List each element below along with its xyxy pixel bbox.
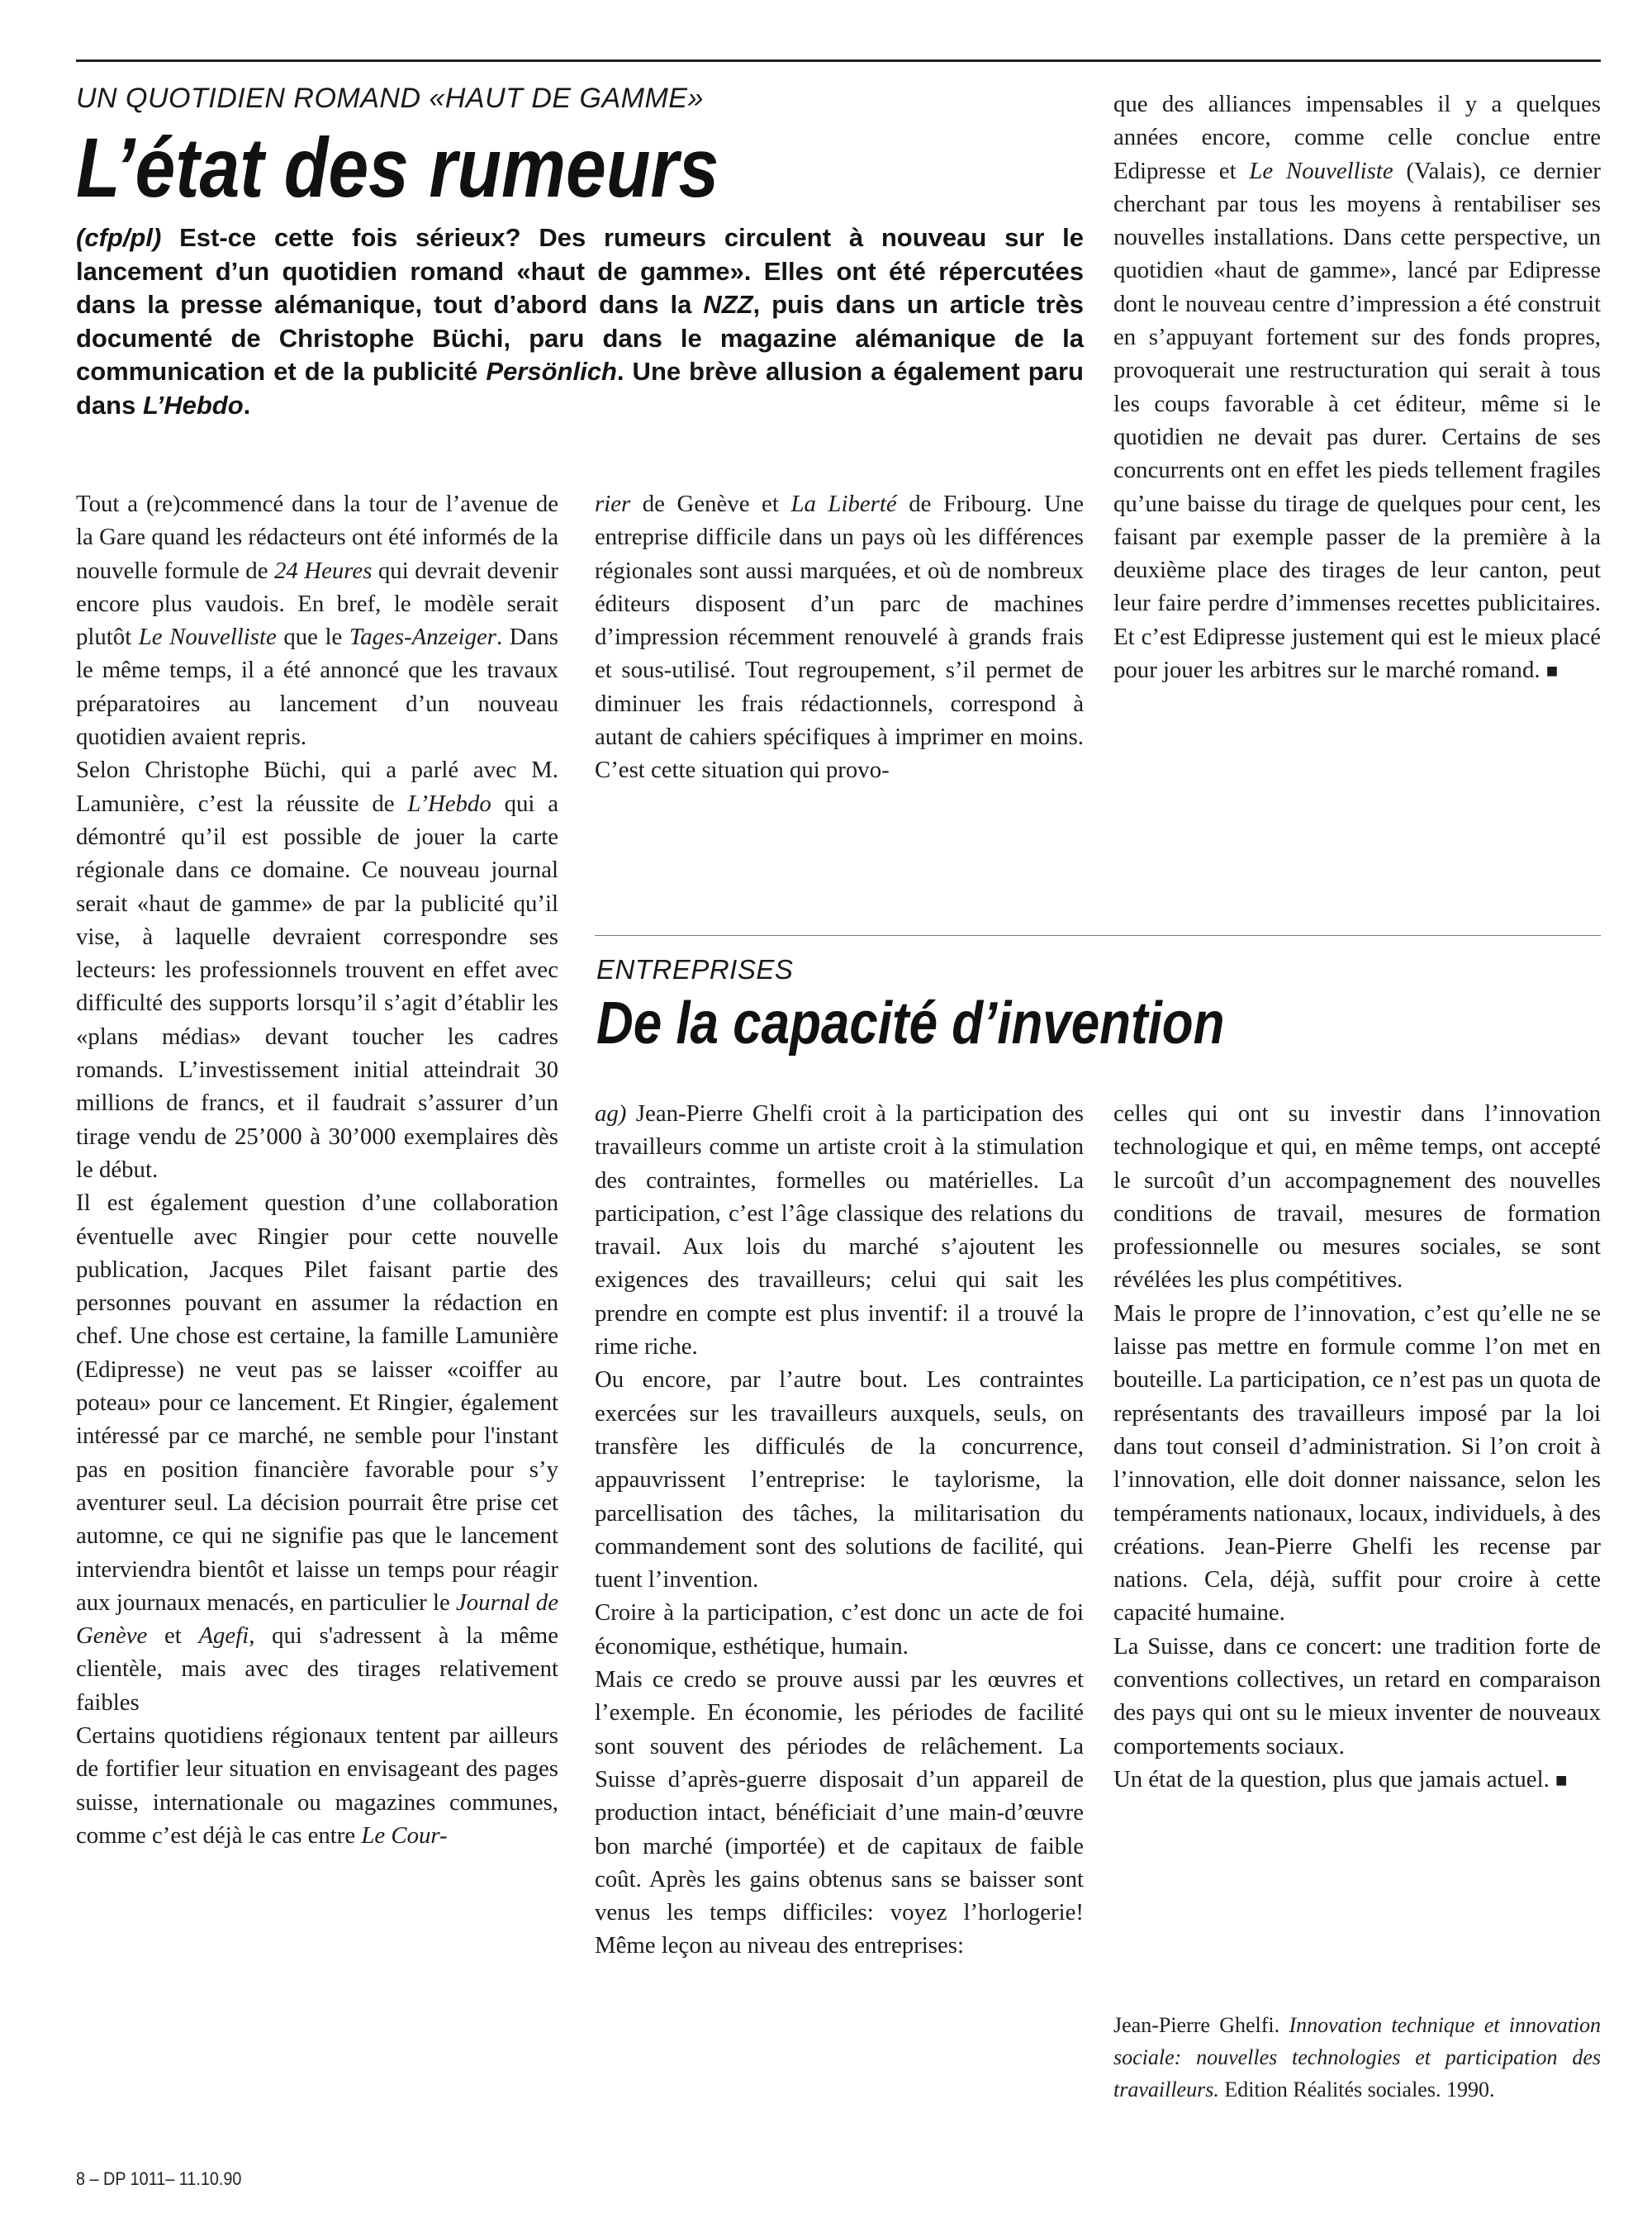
section-divider-rule bbox=[595, 935, 1601, 936]
text-run: et bbox=[147, 1622, 199, 1650]
paragraph bbox=[1113, 1297, 1601, 1630]
text-run: Mais ce credo se prouve aussi par les œuvres et l’exemple. En économie, les périodes de facilité sont souvent des périodes de relâchement. La Suisse d’après-guerre disposait d’un appareil de production intact, bénéficiait d’une main-d’œuvre bon marché (importée) et de capitaux de faible coût. Après les gains obtenus sans se baisser sont venus les temps difficiles: voyez l’horlogerie! Même leçon au niveau des entreprises: bbox=[595, 1666, 1084, 1959]
italic-run: Le Cour- bbox=[361, 1821, 448, 1849]
paragraph bbox=[76, 753, 558, 1186]
article2-column-1 bbox=[595, 1097, 1084, 1963]
text-run: , qui s'adressent à la même clientèle, mais avec des tirages relativement faibles bbox=[76, 1622, 558, 1716]
text-run: qui a démontré qu’il est possible de jouer la carte régionale dans ce domaine. Ce nouveau journal serait «haut de gamme» de par la publicité qu’il vise, à laquelle devraient correspondre ses lecteurs: les professionnels trouvent en effet avec difficulté des supports lorsqu’il s’agit d’établir les «plans médias» devant toucher les cadres romands. L’investissement initial atteindrait 30 millions de francs, et il faudrait s’assurer d’un tirage vendu de 25’000 à 30’000 exemplaires dès le début. bbox=[76, 790, 558, 1183]
article2-title: De la capacité d’invention bbox=[596, 990, 1225, 1057]
article2-column-2 bbox=[1113, 1097, 1601, 1797]
text-run: de Fribourg. Une entreprise difficile dans un pays où les différences régionales sont aussi marquées, et où de nombreux éditeurs disposent d’un parc de machines d’impression récemment renouvelé à grands frais et sous-utilisé. Tout regroupement, s’il permet de diminuer les frais rédactionnels, correspond à autant de cahiers spécifiques à imprimer en moins. C’est cette situation qui provo- bbox=[595, 491, 1084, 784]
page-folio: 8 – DP 1011– 11.10.90 bbox=[76, 2168, 242, 2189]
text-run: Croire à la participation, c’est donc un acte de foi économique, esthétique, humain. bbox=[595, 1599, 1084, 1660]
text-run: Jean-Pierre Ghelfi croit à la participation des travailleurs comme un artiste croit à la stimulation des contraintes, formelles ou matérielles. La participation, c’est l’âge classique des relations du travail. Aux lois du marché s’ajoutent les exigences des travailleurs; celui qui sait les prendre en compte est plus inventif: il a trouvé la rime riche. bbox=[595, 1100, 1084, 1361]
paragraph bbox=[595, 487, 1084, 787]
article1-column-3 bbox=[1113, 88, 1601, 688]
article2-kicker: ENTREPRISES bbox=[596, 954, 794, 985]
text-run: Selon Christophe Büchi, qui a parlé avec M. Lamunière, c’est la réussite de bbox=[76, 757, 558, 817]
italic-run: Le Nouvelliste bbox=[1249, 157, 1393, 184]
italic-run: ag) bbox=[595, 1100, 627, 1127]
italic-run: L’Hebdo bbox=[407, 790, 491, 817]
italic-run: Innovation technique et innovation sociale: nouvelles technologies et participation des travailleurs. bbox=[1113, 2013, 1602, 2101]
italic-run: L’Hebdo bbox=[142, 390, 244, 420]
book-reference bbox=[1113, 2009, 1601, 2106]
italic-run: Persönlich bbox=[486, 357, 617, 386]
paragraph bbox=[76, 487, 558, 753]
italic-run: Agefi bbox=[198, 1622, 249, 1650]
top-rule bbox=[76, 59, 1601, 62]
paragraph bbox=[595, 1596, 1084, 1663]
italic-run: NZZ bbox=[703, 290, 753, 319]
text-run: (Valais), ce dernier cherchant par tous les moyens à rentabiliser ses nouvelles installations. Dans cette perspective, un quotidien «haut de gamme», lancé par Edipresse dont le nouveau centre d’impression a été construit en s’appuyant fortement sur des fonds propres, provoquerait une restructuration qui serait à tous les coups favorable à cet éditeur, même si le quotidien ne devait pas durer. Certains de ses concurrents ont en effet les pieds tellement fragiles qu’une baisse du tirage de quelques pour cent, les faisant par exemple passer de la première à la deuxième place des tirages de leur canton, peut leur faire perdre d’immenses recettes publicitaires. Et c’est Edipresse justement qui est le mieux placé pour jouer les arbitres sur le marché romand. bbox=[1113, 157, 1601, 684]
italic-run: Tages-Anzeiger bbox=[349, 624, 497, 651]
end-of-article-mark: ■ bbox=[1555, 1769, 1568, 1792]
italic-run: rier bbox=[595, 491, 631, 517]
italic-run: (cfp/pl) bbox=[76, 223, 162, 252]
text-run: Est-ce cette fois sérieux? Des rumeurs circulent à nouveau sur le lancement d’un quotidien romand «haut de gamme». Elles ont été répercutées dans la presse alémanique, tout d’abord dans la bbox=[76, 223, 1084, 319]
italic-run: La Liberté bbox=[790, 491, 897, 517]
article1-title: L’état des rumeurs bbox=[76, 121, 719, 215]
text-run: Edition Réalités sociales. 1990. bbox=[1218, 2078, 1495, 2101]
paragraph bbox=[595, 1363, 1084, 1596]
italic-run: Journal de Genève bbox=[76, 1589, 558, 1650]
end-of-article-mark: ■ bbox=[1545, 661, 1559, 683]
text-run: Ou encore, par l’autre bout. Les contraintes exercées sur les travailleurs auxquels, seuls, on transfère les difficulés de la concurrence, appauvrissent l’entreprise: le taylorisme, la parcellisation des tâches, la militarisation du commandement sont des solutions de facilité, qui tuent l’invention. bbox=[595, 1366, 1084, 1593]
text-run: Tout a (re)commencé dans la tour de l’avenue de la Gare quand les rédacteurs ont été informés de la nouvelle formule de bbox=[76, 491, 558, 584]
paragraph bbox=[76, 1719, 558, 1852]
text-run: de Genève et bbox=[630, 491, 791, 517]
paragraph bbox=[595, 1663, 1084, 1963]
text-run: qui devrait devenir encore plus vaudois. En bref, le modèle serait plutôt bbox=[76, 557, 558, 651]
text-run: . Dans le même temps, il a été annoncé que les travaux préparatoires au lancement d’un nouveau quotidien avaient repris. bbox=[76, 624, 558, 751]
text-run: Un état de la question, plus que jamais actuel. bbox=[1113, 1765, 1555, 1793]
text-run: , puis dans un article très documenté de Christophe Büchi, paru dans le magazine alémanique de la communication et de la publicité bbox=[76, 290, 1084, 386]
text-run: que des alliances impensables il y a quelques années encore, comme celle conclue entre Edipresse et bbox=[1113, 91, 1601, 184]
paragraph bbox=[1113, 88, 1601, 688]
article1-column-1 bbox=[76, 487, 558, 1852]
article1-lead bbox=[76, 221, 1084, 422]
paragraph bbox=[76, 1186, 558, 1719]
text-run: que le bbox=[276, 624, 349, 651]
text-run: celles qui ont su investir dans l’innovation technologique et qui, en même temps, ont accepté le surcoût d’un accompagnement des nouvelles conditions de travail, mesures de formation professionnelle ou mesures sociales, se sont révélées les plus compétitives. bbox=[1113, 1100, 1601, 1294]
text-run: Il est également question d’une collaboration éventuelle avec Ringier pour cette nouvelle publication, Jacques Pilet faisant partie des personnes pouvant en assumer la rédaction en chef. Une chose est certaine, la famille Lamunière (Edipresse) ne veut pas se laisser «coiffer au poteau» pour ce lancement. Et Ringier, également intéressé par ce marché, ne semble pour l'instant pas en position financière favorable pour s’y aventurer seul. La décision pourrait être prise cet automne, ce qui ne signifie pas que le lancement interviendra bientôt et laisse un temps pour réagir aux journaux menacés, en particulier le bbox=[76, 1190, 558, 1616]
text-run: . bbox=[243, 390, 251, 420]
text-run: Certains quotidiens régionaux tentent par ailleurs de fortifier leur situation en envisageant des pages suisse, internationale ou magazines communes, comme c’est déjà le cas entre bbox=[76, 1721, 558, 1849]
text-run: Jean-Pierre Ghelfi. bbox=[1113, 2013, 1289, 2037]
text-run: . Une brève allusion a également paru dans bbox=[76, 357, 1084, 420]
text-run: La Suisse, dans ce concert: une tradition forte de conventions collectives, un retard en comparaison des pays qui ont su le mieux inventer de nouveaux comportements sociaux. bbox=[1113, 1632, 1601, 1759]
paragraph bbox=[1113, 1097, 1601, 1297]
article1-kicker: UN QUOTIDIEN ROMAND «HAUT DE GAMME» bbox=[76, 83, 704, 114]
paragraph bbox=[595, 1097, 1084, 1363]
italic-run: Le Nouvelliste bbox=[138, 624, 277, 651]
paragraph bbox=[1113, 1630, 1601, 1763]
italic-run: 24 Heures bbox=[274, 557, 373, 584]
text-run: Mais le propre de l’innovation, c’est qu’elle ne se laisse pas mettre en formule comme l’on met en bouteille. La participation, ce n’est pas un quota de représentants des travailleurs imposé par la loi dans tout conseil d’administration. Si l’on croit à l’innovation, elle doit donner naissance, selon les tempéraments nationaux, locaux, individuels, à des créations. Jean-Pierre Ghelfi les recense par nations. Cela, déjà, suffit pour croire à cette capacité humaine. bbox=[1113, 1299, 1601, 1627]
paragraph bbox=[1113, 1763, 1601, 1797]
article1-column-2 bbox=[595, 487, 1084, 787]
